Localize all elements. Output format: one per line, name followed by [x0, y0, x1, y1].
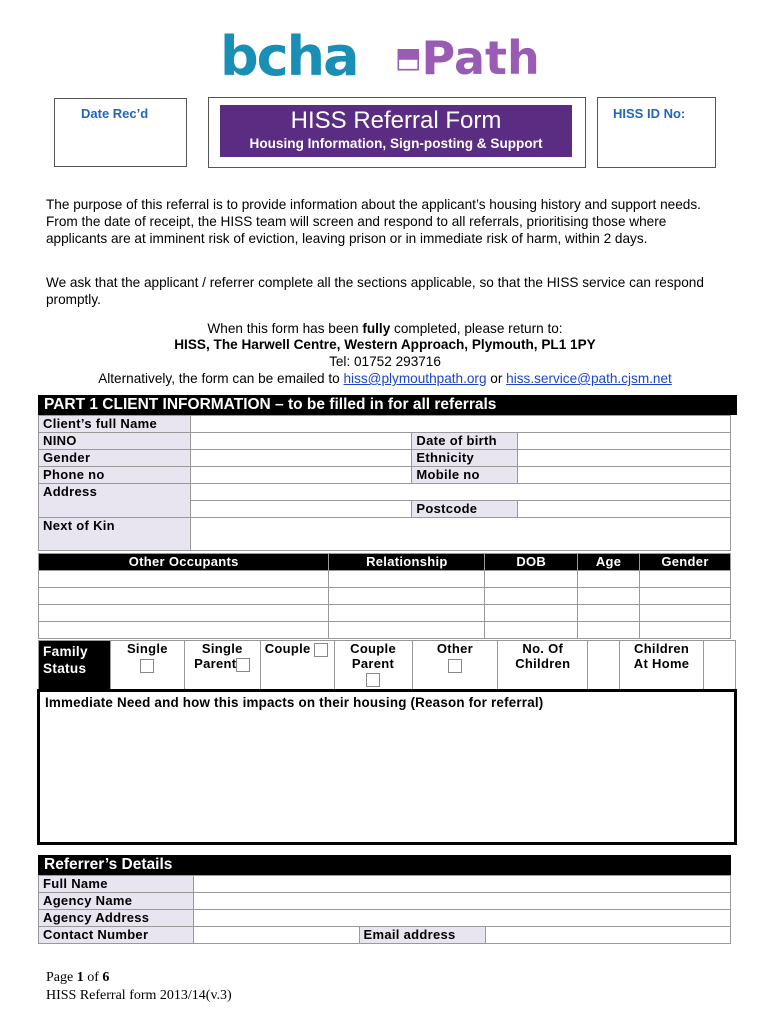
- no-of-children-label: No. Of Children: [498, 641, 588, 690]
- email-link-plymouthpath[interactable]: hiss@plymouthpath.org: [343, 371, 487, 386]
- agency-name-field[interactable]: [193, 893, 730, 910]
- couple-option: Couple: [260, 641, 334, 690]
- hiss-id-label: HISS ID No:: [613, 106, 686, 121]
- immediate-need-heading: Immediate Need and how this impacts on their housing (Reason for referral): [45, 695, 544, 710]
- referrer-full-name-field[interactable]: [193, 876, 730, 893]
- agency-name-label: Agency Name: [39, 893, 194, 910]
- immediate-need-box[interactable]: [37, 689, 737, 845]
- occupant-relationship-cell[interactable]: [329, 605, 485, 622]
- table-row: [39, 450, 731, 467]
- nino-field[interactable]: [190, 433, 412, 450]
- table-row: [39, 571, 731, 588]
- single-parent-option: Single Parent: [184, 641, 260, 690]
- path-logo-mark-icon: ⬒: [395, 41, 422, 74]
- occupant-dob-cell[interactable]: [485, 571, 578, 588]
- intro-paragraph-2: We ask that the applicant / referrer complete all the sections applicable, so that the HISS service can respond promptly.: [46, 275, 704, 307]
- table-row: [39, 588, 731, 605]
- next-of-kin-label: Next of Kin: [39, 518, 191, 551]
- occupant-name-cell[interactable]: [39, 605, 329, 622]
- ethnicity-label: Ethnicity: [412, 450, 518, 467]
- occupant-relationship-cell[interactable]: [329, 622, 485, 639]
- contact-number-label: Contact Number: [39, 927, 194, 944]
- age-header: Age: [578, 554, 640, 571]
- occupant-gender-cell[interactable]: [640, 571, 731, 588]
- form-reference: HISS Referral form 2013/14(v.3): [46, 988, 232, 1003]
- occupant-name-cell[interactable]: [39, 571, 329, 588]
- postcode-field[interactable]: [518, 501, 731, 518]
- table-row: [39, 467, 731, 484]
- telephone: Tel: 01752 293716: [329, 354, 441, 369]
- address-field-2[interactable]: [190, 501, 412, 518]
- single-checkbox[interactable]: [140, 659, 154, 673]
- address-label: Address: [39, 484, 191, 518]
- table-row: [39, 605, 731, 622]
- phone-label: Phone no: [39, 467, 191, 484]
- couple-checkbox[interactable]: [314, 643, 328, 657]
- referrer-heading: Referrer’s Details: [38, 855, 731, 875]
- agency-address-label: Agency Address: [39, 910, 194, 927]
- mobile-field[interactable]: [518, 467, 731, 484]
- couple-parent-checkbox[interactable]: [366, 673, 380, 687]
- email-line: Alternatively, the form can be emailed to hiss@plymouthpath.org or hiss.service@path.cjsm.net: [98, 371, 672, 386]
- path-logo: ⬒Path: [395, 31, 540, 85]
- other-checkbox[interactable]: [448, 659, 462, 673]
- occupant-age-cell[interactable]: [578, 588, 640, 605]
- email-address-field[interactable]: [486, 927, 731, 944]
- next-of-kin-field[interactable]: [190, 518, 730, 551]
- occupant-relationship-cell[interactable]: [329, 588, 485, 605]
- table-row: [39, 910, 731, 927]
- table-row: [39, 518, 731, 551]
- occupant-relationship-cell[interactable]: [329, 571, 485, 588]
- postcode-label: Postcode: [412, 501, 518, 518]
- other-option: Other: [412, 641, 498, 690]
- title-banner: [220, 105, 572, 157]
- occupant-gender-cell[interactable]: [640, 605, 731, 622]
- gender-field[interactable]: [190, 450, 412, 467]
- single-option: Single: [110, 641, 184, 690]
- client-full-name-label: Client’s full Name: [39, 416, 191, 433]
- table-row: [39, 893, 731, 910]
- children-at-home-field[interactable]: [704, 641, 736, 690]
- table-row: [39, 433, 731, 450]
- table-row: [39, 554, 731, 571]
- occupant-age-cell[interactable]: [578, 622, 640, 639]
- occupant-dob-cell[interactable]: [485, 588, 578, 605]
- client-info-table: [38, 415, 731, 551]
- page-subtitle: Housing Information, Sign-posting & Support: [249, 136, 543, 151]
- page-title: HISS Referral Form: [290, 107, 502, 134]
- children-at-home-label: Children At Home: [620, 641, 704, 690]
- referrer-table: [38, 875, 731, 944]
- email-link-cjsm[interactable]: hiss.service@path.cjsm.net: [506, 371, 672, 386]
- nino-label: NINO: [39, 433, 191, 450]
- referrer-full-name-label: Full Name: [39, 876, 194, 893]
- occupants-header: Other Occupants: [39, 554, 329, 571]
- date-received-label: Date Rec’d: [81, 106, 149, 121]
- address-field[interactable]: [190, 484, 730, 501]
- client-full-name-field[interactable]: [190, 416, 730, 433]
- occupant-age-cell[interactable]: [578, 571, 640, 588]
- dob-field[interactable]: [518, 433, 731, 450]
- dob-label: Date of birth: [412, 433, 518, 450]
- table-row: [39, 927, 731, 944]
- family-status-label: Family Status: [39, 641, 111, 690]
- occupant-dob-cell[interactable]: [485, 622, 578, 639]
- bcha-logo: bcha: [220, 25, 358, 88]
- ethnicity-field[interactable]: [518, 450, 731, 467]
- occupant-name-cell[interactable]: [39, 622, 329, 639]
- intro-paragraph-1: The purpose of this referral is to provide information about the applicant’s housing history and support needs. From the date of receipt, the HISS team will screen and respond to all referrals, prioritising those where applicants are at imminent risk of eviction, leaving prison or in immediate risk of harm, within 2 days.: [46, 197, 701, 246]
- return-instructions: When this form has been fully completed, please return to:: [207, 321, 563, 336]
- table-row: [39, 416, 731, 433]
- dob-header: DOB: [485, 554, 578, 571]
- couple-parent-option: Couple Parent: [334, 641, 412, 690]
- email-address-label: Email address: [359, 927, 486, 944]
- phone-field[interactable]: [190, 467, 412, 484]
- agency-address-field[interactable]: [193, 910, 730, 927]
- part1-heading: PART 1 CLIENT INFORMATION – to be filled in for all referrals: [38, 395, 737, 415]
- title-frame: [208, 97, 586, 168]
- table-row: [39, 622, 731, 639]
- relationship-header: Relationship: [329, 554, 485, 571]
- mobile-label: Mobile no: [412, 467, 518, 484]
- occupant-age-cell[interactable]: [578, 605, 640, 622]
- hiss-id-box[interactable]: [597, 97, 716, 168]
- no-of-children-field[interactable]: [588, 641, 620, 690]
- page-number: Page 1 of 6: [46, 970, 110, 985]
- table-row: [39, 484, 731, 501]
- single-parent-checkbox[interactable]: [236, 658, 250, 672]
- table-row: [39, 641, 736, 690]
- occupant-dob-cell[interactable]: [485, 605, 578, 622]
- gender-label: Gender: [39, 450, 191, 467]
- family-status-table: [38, 640, 736, 690]
- occupant-gender-cell[interactable]: [640, 588, 731, 605]
- occupant-name-cell[interactable]: [39, 588, 329, 605]
- gender-header: Gender: [640, 554, 731, 571]
- date-received-box[interactable]: [54, 98, 187, 167]
- table-row: [39, 876, 731, 893]
- return-address: HISS, The Harwell Centre, Western Approach, Plymouth, PL1 1PY: [174, 337, 596, 352]
- contact-number-field[interactable]: [193, 927, 359, 944]
- occupant-gender-cell[interactable]: [640, 622, 731, 639]
- occupants-table: [38, 553, 731, 639]
